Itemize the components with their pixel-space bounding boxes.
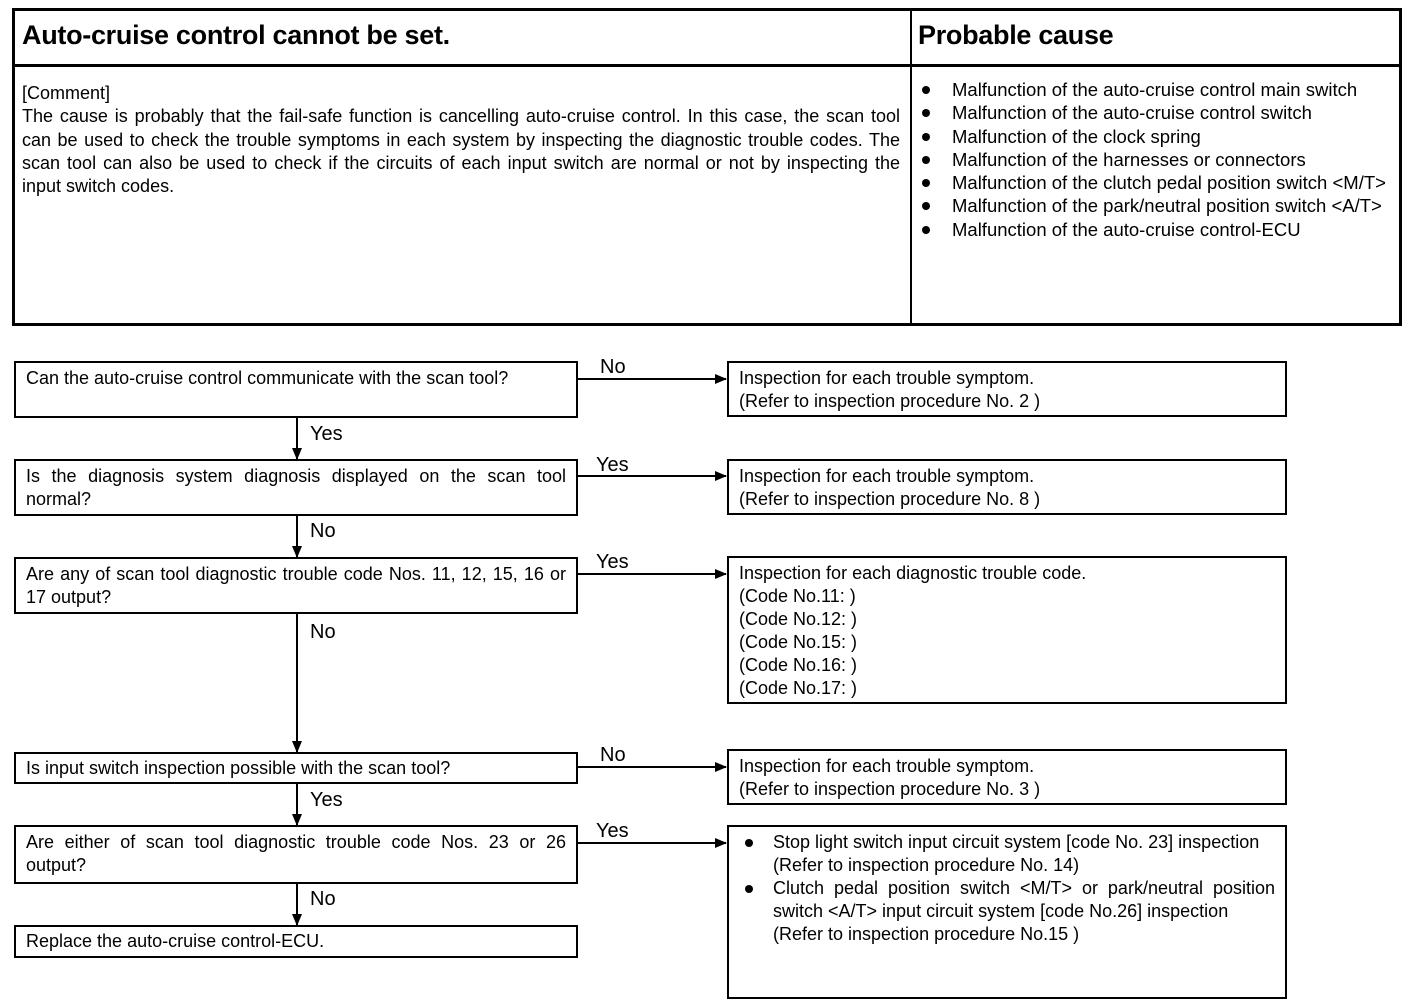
- cause-item: Malfunction of the park/neutral position switch <A/T>: [918, 194, 1388, 217]
- branch-label-q5-yes: Yes: [596, 820, 629, 842]
- comment-label: [Comment]: [22, 83, 111, 103]
- question-box-communicate: [14, 361, 578, 418]
- cause-item: Malfunction of the auto-cruise control-ECU: [918, 218, 1388, 241]
- cause-item: Malfunction of the clutch pedal position switch <M/T>: [918, 171, 1388, 194]
- end-text: Replace the auto-cruise control-ECU.: [26, 931, 325, 951]
- code-reference: (Code No.15: ): [739, 632, 858, 652]
- answer-box-input-circuits: [727, 825, 1287, 999]
- branch-label-q5-no: No: [310, 888, 336, 910]
- input-circuit-item: [739, 877, 1275, 946]
- input-circuit-text: Stop light switch input circuit system [code No. 23] inspection: [773, 832, 1260, 852]
- answer-reference: (Refer to inspection procedure No. 3 ): [739, 779, 1041, 799]
- question-box-input-switch: [14, 752, 578, 784]
- cause-item: Malfunction of the clock spring: [918, 125, 1388, 148]
- answer-box-procedure-3: [727, 749, 1287, 805]
- question-text: Are either of scan tool diagnostic trouble code Nos. 23 or 26 output?: [26, 832, 566, 875]
- symptom-title: Auto-cruise control cannot be set.: [22, 20, 450, 50]
- branch-label-q2-yes: Yes: [596, 454, 629, 476]
- answer-box-procedure-2: [727, 361, 1287, 417]
- code-reference: (Code No.12: ): [739, 609, 858, 629]
- question-box-codes-23-26: [14, 825, 578, 884]
- question-text: Are any of scan tool diagnostic trouble code Nos. 11, 12, 15, 16 or 17 output?: [26, 564, 566, 607]
- code-reference: (Code No.16: ): [739, 655, 858, 675]
- answer-reference: (Refer to inspection procedure No. 2 ): [739, 391, 1041, 411]
- branch-label-q1-no: No: [600, 356, 626, 378]
- branch-label-q3-no: No: [310, 621, 336, 643]
- code-reference: (Code No.17: ): [739, 678, 858, 698]
- cause-item: Malfunction of the harnesses or connectors: [918, 148, 1388, 171]
- answer-line: Inspection for each trouble symptom.: [739, 368, 1035, 388]
- answer-box-procedure-8: [727, 459, 1287, 515]
- question-box-codes-11-17: [14, 557, 578, 614]
- branch-label-q4-no: No: [600, 744, 626, 766]
- code-reference: (Code No.11: ): [739, 586, 856, 606]
- cause-item: Malfunction of the auto-cruise control main switch: [918, 78, 1388, 101]
- branch-label-q1-yes: Yes: [310, 423, 343, 445]
- answer-reference: (Refer to inspection procedure No. 8 ): [739, 489, 1041, 509]
- end-box-replace-ecu: [14, 925, 578, 958]
- cause-item: Malfunction of the auto-cruise control switch: [918, 101, 1388, 124]
- answer-box-trouble-codes: [727, 556, 1287, 704]
- input-circuit-reference: (Refer to inspection procedure No.15 ): [773, 924, 1080, 944]
- question-text: Is input switch inspection possible with the scan tool?: [26, 758, 451, 778]
- question-text: Is the diagnosis system diagnosis displayed on the scan tool normal?: [26, 466, 566, 509]
- branch-label-q2-no: No: [310, 520, 336, 542]
- input-circuit-text: Clutch pedal position switch <M/T> or park/neutral position switch <A/T> input circuit system [code No.26] inspection: [773, 878, 1275, 921]
- branch-label-q4-yes: Yes: [310, 789, 343, 811]
- input-circuit-item: [739, 831, 1275, 877]
- input-circuit-list: [739, 831, 1275, 946]
- branch-label-q3-yes: Yes: [596, 551, 629, 573]
- question-box-diagnosis-normal: [14, 459, 578, 516]
- input-circuit-reference: (Refer to inspection procedure No. 14): [773, 855, 1080, 875]
- answer-line: Inspection for each trouble symptom.: [739, 756, 1035, 776]
- answer-line: Inspection for each trouble symptom.: [739, 466, 1035, 486]
- probable-cause-heading: Probable cause: [918, 20, 1114, 50]
- comment-text: The cause is probably that the fail-safe function is cancelling auto-cruise control. In this case, the scan tool can be used to check the trouble symptoms in each system by inspecting the diagnostic trouble codes. The scan tool can also be used to check if the circuits of each input switch are normal or not by inspecting the input switch codes.: [22, 106, 900, 197]
- question-text: Can the auto-cruise control communicate with the scan tool?: [26, 368, 509, 388]
- answer-line: Inspection for each diagnostic trouble code.: [739, 563, 1087, 583]
